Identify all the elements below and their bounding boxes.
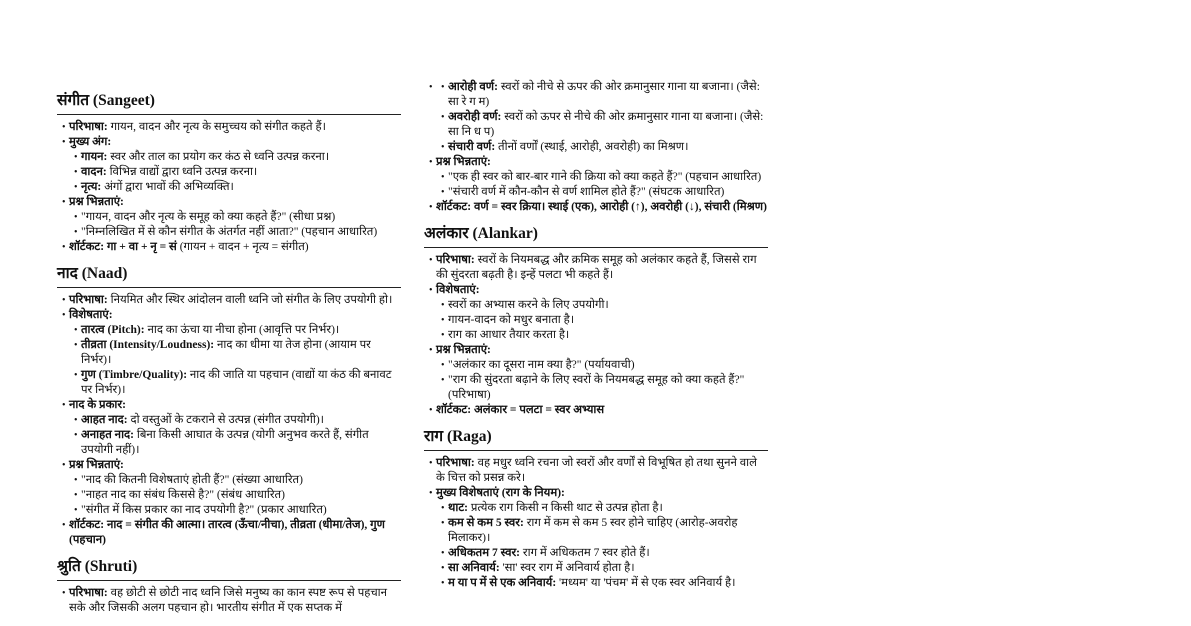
definition-item: • परिभाषा: वह मधुर ध्वनि रचना जो स्वरों और वर्णों से विभूषित हो तथा सुनने वाले के चित्त को प्रसन्न करे।: [424, 456, 768, 486]
types-item: • नाद के प्रकार: • आहत नाद: दो वस्तुओं के टकराने से उत्पन्न (संगीत उपयोगी)। • अनाहत नाद: बिना किसी आघात के उत्पन्न (योगी अनुभव करते हैं, संगीत उपयोगी नहीं)।: [57, 398, 401, 458]
sub-item: • वादन: विभिन्न वाद्यों द्वारा ध्वनि उत्पन्न करना।: [69, 165, 401, 180]
column-right: [424, 80, 768, 599]
sub-item: • नृत्य: अंगों द्वारा भावों की अभिव्यक्ति।: [69, 180, 401, 195]
sub-item: • "संचारी वर्ण में कौन-कौन से वर्ण शामिल होते हैं?" (संघटक आधारित): [436, 185, 768, 200]
section-title: अलंकार (Alankar): [424, 223, 768, 248]
sub-item: • थाट: प्रत्येक राग किसी न किसी थाट से उत्पन्न होता है।: [436, 501, 768, 516]
shortcut-item: • शॉर्टकट: नाद = संगीत की आत्मा। तारत्व (ऊँचा/नीचा), तीव्रता (धीमा/तेज), गुण (पहचान): [57, 518, 401, 548]
sub-item: • "नाद की कितनी विशेषताएं होती हैं?" (संख्या आधारित): [69, 473, 401, 488]
main-parts-item: • मुख्य अंग: • गायन: स्वर और ताल का प्रयोग कर कंठ से ध्वनि उत्पन्न करना। • वादन: विभिन्न वाद्यों द्वारा ध्वनि उत्पन्न करना। • नृत्य: अंगों द्वारा भावों की अभिव्यक्ति।: [57, 135, 401, 195]
features-item: • विशेषताएं: • तारत्व (Pitch): नाद का ऊंचा या नीचा होना (आवृत्ति पर निर्भर)। • तीव्रता (Intensity/Loudness): नाद का धीमा या तेज होना (आयाम पर निर्भर)। • गुण (Timbre/Quality): नाद की जाति या पहचान (वाद्यों या कंठ की बनावट पर निर्भर)।: [57, 308, 401, 398]
section-title: नाद (Naad): [57, 263, 401, 288]
section-varna-continued: [424, 80, 768, 215]
sub-item: • अवरोही वर्ण: स्वरों को ऊपर से नीचे की ओर क्रमानुसार गाना या बजाना। (जैसे: सा नि ध प): [436, 110, 768, 140]
definition-item: • परिभाषा: स्वरों के नियमबद्ध और क्रमिक समूह को अलंकार कहते हैं, जिससे राग की सुंदरता बढ़ती है। इन्हें पलटा भी कहते हैं।: [424, 253, 768, 283]
sub-item: • "राग की सुंदरता बढ़ाने के लिए स्वरों के नियमबद्ध समूह को क्या कहते हैं?" (परिभाषा): [436, 373, 768, 403]
sub-item: • गायन: स्वर और ताल का प्रयोग कर कंठ से ध्वनि उत्पन्न करना।: [69, 150, 401, 165]
rules-item: • मुख्य विशेषताएं (राग के नियम): • थाट: प्रत्येक राग किसी न किसी थाट से उत्पन्न होता है। • कम से कम 5 स्वर: राग में कम से कम 5 स्वर होने चाहिए (आरोह-अवरोह मिलाकर)। • अधिकतम 7 स्वर: राग में अधिकतम 7 स्वर होते हैं। • सा अनिवार्य: 'सा' स्वर राग में अनिवार्य होता है। • म या प में से एक अनिवार्य: 'मध्यम' या 'पंचम' में से एक स्वर अनिवार्य है।: [424, 486, 768, 591]
section-title: राग (Raga): [424, 426, 768, 451]
sub-item: • स्वरों का अभ्यास करने के लिए उपयोगी।: [436, 298, 768, 313]
sub-item: • "गायन, वादन और नृत्य के समूह को क्या कहते हैं?" (सीधा प्रश्न): [69, 210, 401, 225]
section-alankar: [424, 223, 768, 418]
definition-item: • परिभाषा: नियमित और स्थिर आंदोलन वाली ध्वनि जो संगीत के लिए उपयोगी हो।: [57, 293, 401, 308]
shortcut-item: • शॉर्टकट: गा + वा + नृ = सं (गायन + वादन + नृत्य = संगीत): [57, 240, 401, 255]
section-title: श्रुति (Shruti): [57, 556, 401, 581]
section-raga: [424, 426, 768, 591]
sub-item: • कम से कम 5 स्वर: राग में कम से कम 5 स्वर होने चाहिए (आरोह-अवरोह मिलाकर)।: [436, 516, 768, 546]
sub-item: • गुण (Timbre/Quality): नाद की जाति या पहचान (वाद्यों या कंठ की बनावट पर निर्भर)।: [69, 368, 401, 398]
sub-item: • म या प में से एक अनिवार्य: 'मध्यम' या 'पंचम' में से एक स्वर अनिवार्य है।: [436, 576, 768, 591]
sub-item: • अधिकतम 7 स्वर: राग में अधिकतम 7 स्वर होते हैं।: [436, 546, 768, 561]
definition-item: • परिभाषा: वह छोटी से छोटी नाद ध्वनि जिसे मनुष्य का कान स्पष्ट रूप से पहचान सके और जिसकी अलग पहचान हो। भारतीय संगीत में एक सप्तक में: [57, 586, 401, 616]
sub-item: • तारत्व (Pitch): नाद का ऊंचा या नीचा होना (आवृत्ति पर निर्भर)।: [69, 323, 401, 338]
question-variations-item: • प्रश्न भिन्नताएं: • "गायन, वादन और नृत्य के समूह को क्या कहते हैं?" (सीधा प्रश्न) • "निम्नलिखित में से कौन संगीत के अंतर्गत नहीं आता?" (पहचान आधारित): [57, 195, 401, 240]
sub-item: • "नाहत नाद का संबंध किससे है?" (संबंध आधारित): [69, 488, 401, 503]
sub-item: • गायन-वादन को मधुर बनाता है।: [436, 313, 768, 328]
varna-types-item: [424, 80, 768, 155]
sub-item: • आहत नाद: दो वस्तुओं के टकराने से उत्पन्न (संगीत उपयोगी)।: [69, 413, 401, 428]
section-naad: [57, 263, 401, 548]
definition-item: • परिभाषा: गायन, वादन और नृत्य के समुच्चय को संगीत कहते हैं।: [57, 120, 401, 135]
sub-item: • "संगीत में किस प्रकार का नाद उपयोगी है?" (प्रकार आधारित): [69, 503, 401, 518]
question-variations-item: • प्रश्न भिन्नताएं: • "नाद की कितनी विशेषताएं होती हैं?" (संख्या आधारित) • "नाहत नाद का संबंध किससे है?" (संबंध आधारित) • "संगीत में किस प्रकार का नाद उपयोगी है?" (प्रकार आधारित): [57, 458, 401, 518]
sub-item: • राग का आधार तैयार करता है।: [436, 328, 768, 343]
sub-item: • "एक ही स्वर को बार-बार गाने की क्रिया को क्या कहते हैं?" (पहचान आधारित): [436, 170, 768, 185]
shortcut-item: • शॉर्टकट: वर्ण = स्वर क्रिया। स्थाई (एक), आरोही (↑), अवरोही (↓), संचारी (मिश्रण): [424, 200, 768, 215]
section-shruti: [57, 556, 401, 616]
sub-item: • संचारी वर्ण: तीनों वर्णों (स्थाई, आरोही, अवरोही) का मिश्रण।: [436, 140, 768, 155]
column-left: [57, 90, 401, 624]
shortcut-item: • शॉर्टकट: अलंकार = पलटा = स्वर अभ्यास: [424, 403, 768, 418]
sub-item: • सा अनिवार्य: 'सा' स्वर राग में अनिवार्य होता है।: [436, 561, 768, 576]
question-variations-item: • प्रश्न भिन्नताएं: • "एक ही स्वर को बार-बार गाने की क्रिया को क्या कहते हैं?" (पहचान आधारित) • "संचारी वर्ण में कौन-कौन से वर्ण शामिल होते हैं?" (संघटक आधारित): [424, 155, 768, 200]
section-title: संगीत (Sangeet): [57, 90, 401, 115]
section-sangeet: [57, 90, 401, 255]
features-item: • विशेषताएं: • स्वरों का अभ्यास करने के लिए उपयोगी। • गायन-वादन को मधुर बनाता है। • राग का आधार तैयार करता है।: [424, 283, 768, 343]
sub-item: • "अलंकार का दूसरा नाम क्या है?" (पर्यायवाची): [436, 358, 768, 373]
question-variations-item: • प्रश्न भिन्नताएं: • "अलंकार का दूसरा नाम क्या है?" (पर्यायवाची) • "राग की सुंदरता बढ़ाने के लिए स्वरों के नियमबद्ध समूह को क्या कहते हैं?" (परिभाषा): [424, 343, 768, 403]
sub-item: • अनाहत नाद: बिना किसी आघात के उत्पन्न (योगी अनुभव करते हैं, संगीत उपयोगी नहीं)।: [69, 428, 401, 458]
sub-item: • "निम्नलिखित में से कौन संगीत के अंतर्गत नहीं आता?" (पहचान आधारित): [69, 225, 401, 240]
sub-item: • • आरोही वर्ण: स्वरों को नीचे से ऊपर की ओर क्रमानुसार गाना या बजाना। (जैसे: सा रे ग म): [436, 80, 768, 110]
sub-item: • तीव्रता (Intensity/Loudness): नाद का धीमा या तेज होना (आयाम पर निर्भर)।: [69, 338, 401, 368]
